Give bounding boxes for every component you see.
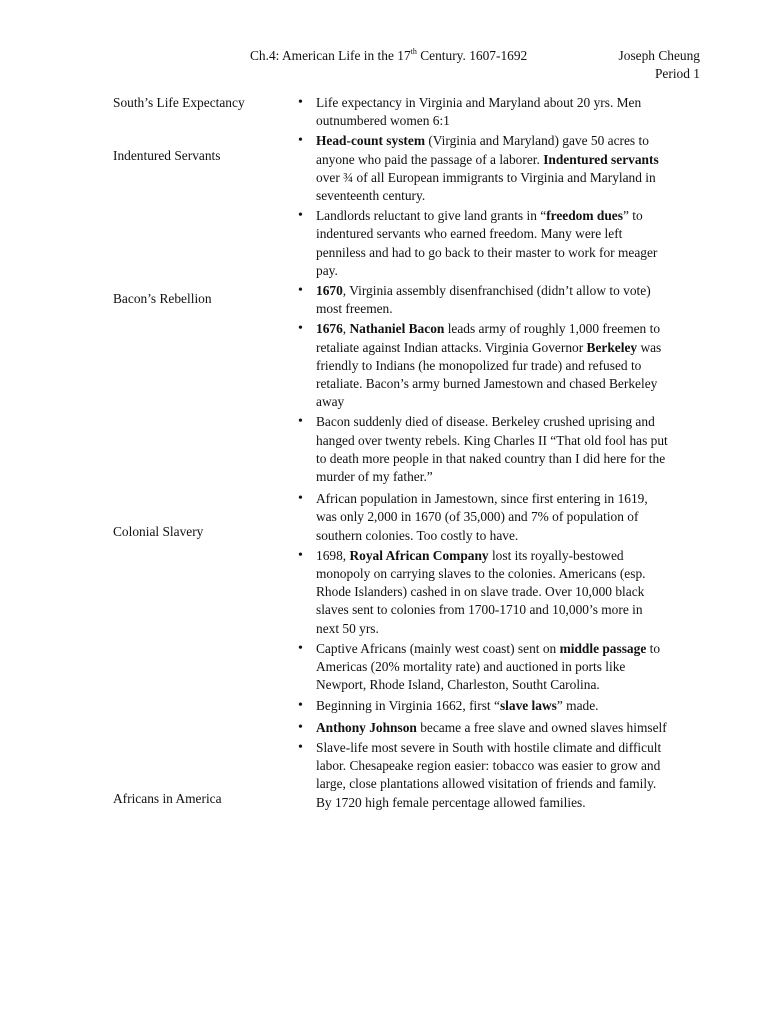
note-text: ,	[342, 321, 350, 337]
note-item	[298, 320, 668, 411]
page-title	[250, 47, 527, 65]
note-text: ” made.	[556, 697, 599, 713]
title-pre: Ch.4: American Life in the 17	[250, 48, 411, 63]
title-superscript: th	[410, 47, 417, 56]
bold-term: Berkeley	[586, 339, 638, 355]
note-item	[298, 547, 668, 638]
bold-term: 1670	[316, 283, 343, 299]
note-item	[298, 413, 668, 486]
note-text: over ¾ of all European immigrants to Virginia and Maryland in seventeenth century.	[316, 169, 656, 204]
class-period: Period 1	[654, 66, 700, 81]
note-text: Landlords reluctant to give land grants in “	[316, 208, 547, 224]
bold-term: Anthony Johnson	[316, 719, 417, 735]
note-text: African population in Jamestown, since first entering in 1619, was only 2,000 in 1670 (of 35,000) and 7% of population of southern colonies. Too costly to have.	[316, 491, 648, 543]
note-text: (Virginia and Maryland) gave 50 acres to anyone who paid the passage of a laborer.	[316, 133, 649, 167]
note-item	[298, 640, 668, 695]
notes-list	[298, 94, 668, 812]
bold-term: slave laws	[499, 697, 557, 713]
bold-term: Nathaniel Bacon	[349, 321, 445, 337]
note-text: ” to indentured servants who earned freedom. Many were left penniless and had to go back to their master to work for meager pay.	[316, 208, 658, 278]
note-text: Beginning in Virginia 1662, first “	[316, 697, 500, 713]
note-text: lost its royally-bestowed monopoly on carrying slaves to the colonies. Americans (esp. Rhode Islanders) cashed in on slave trade. Over 10,000 black slaves sent to colonies from 1700-1710 and 10,000’s more in next 50 yrs.	[316, 547, 646, 636]
author-block	[619, 47, 700, 83]
note-item	[298, 207, 668, 280]
note-item	[298, 697, 668, 715]
note-item	[298, 739, 668, 812]
note-text: leads army of roughly 1,000 freemen to retaliate against Indian attacks. Virginia Governor	[316, 321, 661, 355]
note-item	[298, 490, 668, 545]
topic-label: Colonial Slavery	[113, 524, 204, 539]
note-text: Captive Africans (mainly west coast) sent on	[316, 640, 560, 656]
bold-term: middle passage	[559, 640, 647, 656]
note-text: was friendly to Indians (he monopolized fur trade) and refused to retaliate. Bacon’s army burned Jamestown and chased Berkeley away	[316, 339, 662, 410]
note-text: Bacon suddenly died of disease. Berkeley crushed uprising and hanged over twenty rebels. King Charles II “That old fool has put to death more people in that naked country than I did here for the murder of my father.”	[316, 414, 668, 485]
topic-label: Africans in America	[113, 791, 222, 806]
note-text: to Americas (20% mortality rate) and auctioned in ports like Newport, Rhode Island, Charleston, Southt Carolina.	[316, 640, 661, 693]
bold-term: Head-count system	[316, 133, 425, 149]
note-text: 1698,	[316, 547, 350, 563]
note-item	[298, 282, 668, 318]
note-item	[298, 94, 668, 130]
note-item	[298, 132, 668, 205]
note-item	[298, 719, 668, 737]
bold-term: 1676	[316, 321, 343, 337]
topic-label: South’s Life Expectancy	[113, 95, 245, 110]
note-text: Life expectancy in Virginia and Maryland about 20 yrs. Men outnumbered women 6:1	[316, 95, 642, 129]
title-post: Century. 1607-1692	[416, 48, 528, 63]
note-text: Slave-life most severe in South with hostile climate and difficult labor. Chesapeake region easier: tobacco was easier to grow and large, close plantations allowed visitation of friends and family. By 1720 high female percentage allowed families.	[316, 739, 662, 810]
bold-term: freedom dues	[546, 208, 623, 224]
note-text: became a free slave and owned slaves himself	[416, 719, 667, 735]
topic-label: Indentured Servants	[113, 148, 221, 163]
bold-term: Royal African Company	[349, 547, 489, 563]
note-text: , Virginia assembly disenfranchised (didn’t allow to vote) most freemen.	[316, 283, 651, 317]
bold-term: Indentured servants	[543, 151, 659, 167]
topic-label: Bacon’s Rebellion	[113, 291, 212, 306]
author-name: Joseph Cheung	[618, 48, 700, 63]
